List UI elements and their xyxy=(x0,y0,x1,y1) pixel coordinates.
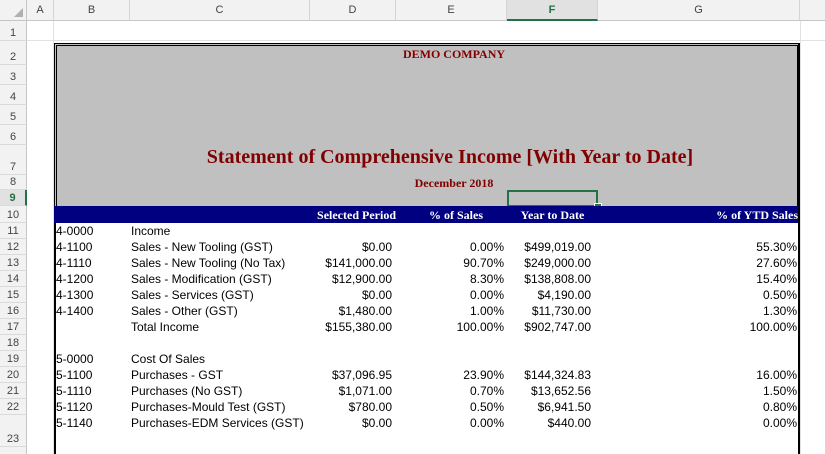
ytd-value[interactable]: $249,000.00 xyxy=(524,256,591,270)
account-code[interactable]: 4-0000 xyxy=(56,224,94,238)
selected-period-value[interactable]: $1,480.00 xyxy=(338,304,392,318)
selected-period-value[interactable]: $141,000.00 xyxy=(325,256,392,270)
header-year-to-date: Year to Date xyxy=(520,208,585,222)
column-header-d[interactable]: D xyxy=(310,0,396,21)
row-header-22[interactable]: 22 xyxy=(0,399,27,415)
account-code[interactable]: 4-1100 xyxy=(56,240,93,254)
pct-ytd-value[interactable]: 0.80% xyxy=(762,400,797,414)
company-name: DEMO COMPANY xyxy=(402,47,506,61)
row-header-8[interactable]: 8 xyxy=(0,175,27,190)
pct-ytd-value[interactable]: 55.30% xyxy=(756,240,797,254)
row-header-13[interactable]: 13 xyxy=(0,255,27,271)
pct-sales-value[interactable]: 0.00% xyxy=(469,240,504,254)
pct-ytd-value[interactable]: 0.50% xyxy=(762,288,797,302)
pct-ytd-value[interactable]: 1.50% xyxy=(762,384,797,398)
table-row xyxy=(54,271,800,287)
pct-ytd-value[interactable]: 15.40% xyxy=(756,272,797,286)
account-code[interactable]: 4-1110 xyxy=(56,256,92,270)
report-right-border xyxy=(798,43,800,454)
table-row xyxy=(54,255,800,271)
column-header-e[interactable]: E xyxy=(396,0,507,21)
row-header-14[interactable]: 14 xyxy=(0,271,27,287)
pct-sales-value[interactable]: 23.90% xyxy=(463,368,504,382)
row-header-6[interactable]: 6 xyxy=(0,125,27,145)
row-header-16[interactable]: 16 xyxy=(0,303,27,319)
account-name[interactable]: Purchases-EDM Services (GST) xyxy=(131,416,304,430)
table-row xyxy=(54,367,800,383)
pct-sales-value[interactable]: 1.00% xyxy=(469,304,504,318)
row-header-18[interactable]: 18 xyxy=(0,335,27,351)
account-name[interactable]: Sales - Modification (GST) xyxy=(131,272,272,286)
report-period: December 2018 xyxy=(414,176,494,190)
report-title: Statement of Comprehensive Income [With Year to Date] xyxy=(206,146,694,168)
pct-ytd-value[interactable]: 0.00% xyxy=(762,416,797,430)
account-name[interactable]: Purchases-Mould Test (GST) xyxy=(131,400,286,414)
selected-period-value[interactable]: $12,900.00 xyxy=(331,272,392,286)
account-code[interactable]: 5-0000 xyxy=(56,352,94,366)
table-row xyxy=(54,319,800,335)
ytd-value[interactable]: $499,019.00 xyxy=(524,240,591,254)
row-header-21[interactable]: 21 xyxy=(0,383,27,399)
selected-period-value[interactable]: $155,380.00 xyxy=(325,320,392,334)
selected-period-value[interactable]: $0.00 xyxy=(361,288,392,302)
pct-ytd-value[interactable]: 27.60% xyxy=(756,256,797,270)
row-header-17[interactable]: 17 xyxy=(0,319,27,335)
row-header-9[interactable]: 9 xyxy=(0,190,27,206)
row-header-12[interactable]: 12 xyxy=(0,239,27,255)
column-header-g[interactable]: G xyxy=(598,0,800,21)
ytd-value[interactable]: $144,324.83 xyxy=(524,368,591,382)
table-row xyxy=(54,399,800,415)
pct-sales-value[interactable]: 0.70% xyxy=(469,384,504,398)
account-name[interactable]: Income xyxy=(131,224,171,238)
account-name[interactable]: Sales - New Tooling (GST) xyxy=(131,240,273,254)
header-selected-period: Selected Period xyxy=(317,208,396,222)
account-name[interactable]: Cost Of Sales xyxy=(131,352,206,366)
pct-sales-value[interactable]: 8.30% xyxy=(469,272,504,286)
header-pct-sales: % of Sales xyxy=(429,208,483,222)
row-header-23[interactable]: 23 xyxy=(0,415,27,447)
account-code[interactable]: 5-1100 xyxy=(56,368,93,382)
row-header-1[interactable]: 1 xyxy=(0,21,27,41)
account-name[interactable]: Purchases (No GST) xyxy=(131,384,243,398)
row-header-2[interactable]: 2 xyxy=(0,41,27,65)
active-cell-f9[interactable] xyxy=(507,190,598,207)
report-left-border xyxy=(54,223,56,454)
row-header-20[interactable]: 20 xyxy=(0,367,27,383)
header-pct-ytd: % of YTD Sales xyxy=(716,208,798,222)
pct-sales-value[interactable]: 100.00% xyxy=(456,320,504,334)
row-header-7[interactable]: 7 xyxy=(0,145,27,175)
account-name[interactable]: Total Income xyxy=(131,320,200,334)
row-header-10[interactable]: 10 xyxy=(0,206,27,223)
column-header-a[interactable]: A xyxy=(27,0,54,21)
account-name[interactable]: Purchases - GST xyxy=(131,368,224,382)
row-header-15[interactable]: 15 xyxy=(0,287,27,303)
pct-ytd-value[interactable]: 1.30% xyxy=(762,304,797,318)
table-row xyxy=(54,239,800,255)
report-column-headers xyxy=(54,206,800,223)
selected-period-value[interactable]: $0.00 xyxy=(361,240,392,254)
ytd-value[interactable]: $902,747.00 xyxy=(524,320,591,334)
row-header-19[interactable]: 19 xyxy=(0,351,27,367)
ytd-value[interactable]: $13,652.56 xyxy=(530,384,591,398)
pct-sales-value[interactable]: 90.70% xyxy=(463,256,504,270)
table-row xyxy=(54,303,800,319)
pct-sales-value[interactable]: 0.00% xyxy=(469,288,504,302)
select-all-corner[interactable] xyxy=(0,0,27,21)
row-header-4[interactable]: 4 xyxy=(0,85,27,105)
row-header-5[interactable]: 5 xyxy=(0,105,27,125)
account-name[interactable]: Sales - Services (GST) xyxy=(131,288,254,302)
account-code[interactable]: 5-1120 xyxy=(56,400,93,414)
account-code[interactable]: 4-1400 xyxy=(56,304,94,318)
table-row xyxy=(54,223,800,239)
selected-period-value[interactable]: $37,096.95 xyxy=(331,368,392,382)
row-header-3[interactable]: 3 xyxy=(0,65,27,85)
table-row xyxy=(54,415,800,431)
ytd-value[interactable]: $6,941.50 xyxy=(537,400,591,414)
selected-period-value[interactable]: $780.00 xyxy=(348,400,392,414)
row-header-24[interactable] xyxy=(0,447,27,454)
account-code[interactable]: 5-1140 xyxy=(56,416,93,430)
ytd-value[interactable]: $138,808.00 xyxy=(524,272,591,286)
pct-sales-value[interactable]: 0.50% xyxy=(469,400,504,414)
column-header-f[interactable]: F xyxy=(507,0,598,21)
row-header-11[interactable]: 11 xyxy=(0,223,27,239)
selected-period-value[interactable]: $0.00 xyxy=(361,416,392,430)
table-row xyxy=(54,287,800,303)
account-code[interactable]: 5-1110 xyxy=(56,384,92,398)
column-header-blank xyxy=(800,0,825,21)
ytd-value[interactable]: $4,190.00 xyxy=(537,288,591,302)
account-name[interactable]: Sales - New Tooling (No Tax) xyxy=(131,256,286,270)
pct-sales-value[interactable]: 0.00% xyxy=(469,416,504,430)
table-row xyxy=(54,351,800,367)
account-name[interactable]: Sales - Other (GST) xyxy=(131,304,238,318)
pct-ytd-value[interactable]: 16.00% xyxy=(756,368,797,382)
ytd-value[interactable]: $11,730.00 xyxy=(531,304,591,318)
account-code[interactable]: 4-1200 xyxy=(56,272,94,286)
column-header-c[interactable]: C xyxy=(130,0,310,21)
ytd-value[interactable]: $440.00 xyxy=(547,416,591,430)
selected-period-value[interactable]: $1,071.00 xyxy=(338,384,392,398)
table-row xyxy=(54,383,800,399)
account-code[interactable]: 4-1300 xyxy=(56,288,94,302)
column-header-b[interactable]: B xyxy=(54,0,130,21)
pct-ytd-value[interactable]: 100.00% xyxy=(749,320,797,334)
